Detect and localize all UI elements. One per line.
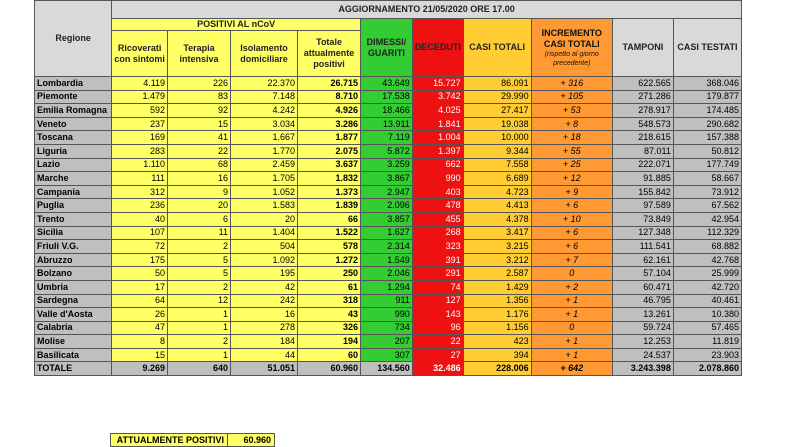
cell-ter: 2	[168, 280, 231, 294]
cell-test: 67.562	[673, 199, 741, 213]
cell-regione: Puglia	[35, 199, 112, 213]
table-body	[35, 77, 742, 376]
cell-ric: 169	[112, 131, 168, 145]
cell-dim: 911	[361, 294, 413, 308]
cell-iso: 42	[231, 280, 298, 294]
cell-iso: 2.459	[231, 158, 298, 172]
cell-dec: 323	[412, 240, 463, 254]
cell-ter: 5	[168, 253, 231, 267]
header-deceduti: DECEDUTI	[412, 19, 463, 77]
cell-iso: 22.370	[231, 77, 298, 91]
header-totale-positivi: Totale attualmente positivi	[298, 31, 361, 77]
cell-ric: 8	[112, 335, 168, 349]
table-row	[35, 226, 742, 240]
table-row	[35, 172, 742, 186]
table-row	[35, 308, 742, 322]
cell-inc: + 7	[531, 253, 612, 267]
cell-iso: 1.667	[231, 131, 298, 145]
summary-value: 60.960	[228, 434, 275, 447]
table-row	[35, 90, 742, 104]
cell-regione: Calabria	[35, 321, 112, 335]
cell-casi: 3.215	[463, 240, 531, 254]
cell-test: 73.912	[673, 185, 741, 199]
cell-dec: 74	[412, 280, 463, 294]
cell-regione: Sicilia	[35, 226, 112, 240]
cell-dec: 3.742	[412, 90, 463, 104]
cell-test: 11.819	[673, 335, 741, 349]
cell-regione: Marche	[35, 172, 112, 186]
cell-inc: + 316	[531, 77, 612, 91]
cell-ric: 17	[112, 280, 168, 294]
cell-dim: 134.560	[361, 362, 413, 376]
cell-regione: Lombardia	[35, 77, 112, 91]
cell-test: 179.877	[673, 90, 741, 104]
cell-ter: 12	[168, 294, 231, 308]
table-row	[35, 240, 742, 254]
cell-test: 40.461	[673, 294, 741, 308]
cell-test: 10.380	[673, 308, 741, 322]
cell-casi: 1.176	[463, 308, 531, 322]
cell-iso: 504	[231, 240, 298, 254]
cell-tot: 60.960	[298, 362, 361, 376]
cell-regione: Sardegna	[35, 294, 112, 308]
cell-iso: 4.242	[231, 104, 298, 118]
cell-inc: + 1	[531, 348, 612, 362]
cell-casi: 27.417	[463, 104, 531, 118]
cell-ric: 40	[112, 212, 168, 226]
cell-tamp: 57.104	[612, 267, 673, 281]
header-regione: Regione	[35, 1, 112, 77]
cell-tamp: 97.589	[612, 199, 673, 213]
cell-ter: 9	[168, 185, 231, 199]
cell-dim: 2.947	[361, 185, 413, 199]
cell-tot: 1.877	[298, 131, 361, 145]
cell-tamp: 271.286	[612, 90, 673, 104]
cell-test: 58.667	[673, 172, 741, 186]
cell-casi: 3.212	[463, 253, 531, 267]
cell-dim: 734	[361, 321, 413, 335]
header-ricoverati: Ricoverati con sintomi	[112, 31, 168, 77]
table-row	[35, 199, 742, 213]
cell-inc: + 105	[531, 90, 612, 104]
cell-inc: 0	[531, 267, 612, 281]
table-row	[35, 131, 742, 145]
cell-tamp: 222.071	[612, 158, 673, 172]
cell-ric: 283	[112, 144, 168, 158]
cell-casi: 4.413	[463, 199, 531, 213]
cell-dim: 5.872	[361, 144, 413, 158]
cell-tot: 60	[298, 348, 361, 362]
cell-iso: 7.148	[231, 90, 298, 104]
cell-dim: 2.046	[361, 267, 413, 281]
table-row	[35, 77, 742, 91]
cell-tamp: 91.885	[612, 172, 673, 186]
cell-iso: 1.092	[231, 253, 298, 267]
cell-dec: 391	[412, 253, 463, 267]
cell-casi: 2.587	[463, 267, 531, 281]
cell-test: 290.682	[673, 117, 741, 131]
cell-inc: + 9	[531, 185, 612, 199]
cell-dec: 22	[412, 335, 463, 349]
cell-tot: 3.286	[298, 117, 361, 131]
table-row	[35, 335, 742, 349]
summary-label: ATTUALMENTE POSITIVI	[111, 434, 228, 447]
cell-ric: 26	[112, 308, 168, 322]
cell-casi: 1.429	[463, 280, 531, 294]
cell-dec: 455	[412, 212, 463, 226]
cell-dec: 32.486	[412, 362, 463, 376]
cell-dec: 15.727	[412, 77, 463, 91]
cell-casi: 3.417	[463, 226, 531, 240]
cell-tot: 1.373	[298, 185, 361, 199]
cell-regione: Campania	[35, 185, 112, 199]
cell-dec: 1.397	[412, 144, 463, 158]
cell-dec: 1.841	[412, 117, 463, 131]
cell-dec: 990	[412, 172, 463, 186]
table-row	[35, 144, 742, 158]
cell-dim: 307	[361, 348, 413, 362]
cell-ter: 15	[168, 117, 231, 131]
cell-inc: + 18	[531, 131, 612, 145]
table-row	[35, 253, 742, 267]
cell-ric: 72	[112, 240, 168, 254]
cell-ter: 226	[168, 77, 231, 91]
cell-ric: 175	[112, 253, 168, 267]
cell-dec: 4.025	[412, 104, 463, 118]
table-row	[35, 117, 742, 131]
cell-casi: 7.558	[463, 158, 531, 172]
cell-tamp: 62.161	[612, 253, 673, 267]
table-row	[35, 185, 742, 199]
cell-test: 57.465	[673, 321, 741, 335]
report-title: AGGIORNAMENTO 21/05/2020 ORE 17.00	[112, 1, 742, 19]
cell-inc: + 1	[531, 335, 612, 349]
cell-ter: 68	[168, 158, 231, 172]
cell-tamp: 13.261	[612, 308, 673, 322]
cell-test: 23.903	[673, 348, 741, 362]
cell-iso: 44	[231, 348, 298, 362]
cell-ric: 107	[112, 226, 168, 240]
cell-ter: 5	[168, 267, 231, 281]
cell-iso: 1.404	[231, 226, 298, 240]
cell-regione: Veneto	[35, 117, 112, 131]
regional-data-table	[34, 0, 742, 376]
cell-casi: 228.006	[463, 362, 531, 376]
cell-tamp: 127.348	[612, 226, 673, 240]
cell-ric: 111	[112, 172, 168, 186]
cell-ter: 1	[168, 321, 231, 335]
cell-dim: 1.294	[361, 280, 413, 294]
cell-ric: 312	[112, 185, 168, 199]
cell-iso: 1.705	[231, 172, 298, 186]
cell-ric: 50	[112, 267, 168, 281]
cell-tot: 4.926	[298, 104, 361, 118]
cell-casi: 19.038	[463, 117, 531, 131]
cell-casi: 423	[463, 335, 531, 349]
cell-tamp: 3.243.398	[612, 362, 673, 376]
cell-inc: + 642	[531, 362, 612, 376]
cell-tot: 578	[298, 240, 361, 254]
header-casi-testati: CASI TESTATI	[673, 19, 741, 77]
header-isolamento: Isolamento domiciliare	[231, 31, 298, 77]
cell-ric: 4.119	[112, 77, 168, 91]
cell-tamp: 73.849	[612, 212, 673, 226]
cell-regione: Bolzano	[35, 267, 112, 281]
cell-tamp: 46.795	[612, 294, 673, 308]
cell-dim: 43.649	[361, 77, 413, 91]
cell-inc: + 8	[531, 117, 612, 131]
cell-ric: 64	[112, 294, 168, 308]
cell-regione: Emilia Romagna	[35, 104, 112, 118]
cell-test: 2.078.860	[673, 362, 741, 376]
cell-casi: 86.091	[463, 77, 531, 91]
cell-tot: 3.637	[298, 158, 361, 172]
cell-tot: 43	[298, 308, 361, 322]
cell-iso: 1.583	[231, 199, 298, 213]
cell-dec: 403	[412, 185, 463, 199]
cell-ter: 16	[168, 172, 231, 186]
cell-ter: 6	[168, 212, 231, 226]
cell-inc: + 55	[531, 144, 612, 158]
cell-test: 50.812	[673, 144, 741, 158]
cell-ric: 237	[112, 117, 168, 131]
header-dimessi: DIMESSI/ GUARITI	[361, 19, 413, 77]
cell-ter: 11	[168, 226, 231, 240]
cell-test: 42.720	[673, 280, 741, 294]
cell-tamp: 278.917	[612, 104, 673, 118]
cell-inc: + 10	[531, 212, 612, 226]
cell-test: 112.329	[673, 226, 741, 240]
cell-iso: 195	[231, 267, 298, 281]
cell-ric: 9.269	[112, 362, 168, 376]
cell-inc: + 2	[531, 280, 612, 294]
cell-iso: 278	[231, 321, 298, 335]
header-casi-totali: CASI TOTALI	[463, 19, 531, 77]
cell-ter: 1	[168, 308, 231, 322]
cell-tamp: 24.537	[612, 348, 673, 362]
cell-test: 25.999	[673, 267, 741, 281]
cell-tot: 8.710	[298, 90, 361, 104]
header-positivi-group: POSITIVI AL nCoV	[112, 19, 361, 31]
cell-iso: 20	[231, 212, 298, 226]
cell-tamp: 218.615	[612, 131, 673, 145]
cell-dec: 662	[412, 158, 463, 172]
cell-tot: 318	[298, 294, 361, 308]
cell-dec: 478	[412, 199, 463, 213]
cell-tot: 194	[298, 335, 361, 349]
cell-ter: 2	[168, 335, 231, 349]
cell-tamp: 87.011	[612, 144, 673, 158]
cell-inc: + 1	[531, 308, 612, 322]
cell-test: 42.768	[673, 253, 741, 267]
cell-dim: 3.259	[361, 158, 413, 172]
table-row	[35, 158, 742, 172]
cell-iso: 51.051	[231, 362, 298, 376]
cell-ter: 83	[168, 90, 231, 104]
cell-dec: 96	[412, 321, 463, 335]
table-row	[35, 348, 742, 362]
cell-ric: 1.479	[112, 90, 168, 104]
cell-ter: 2	[168, 240, 231, 254]
cell-dim: 17.538	[361, 90, 413, 104]
cell-tot: 61	[298, 280, 361, 294]
cell-tot: 26.715	[298, 77, 361, 91]
cell-tamp: 622.565	[612, 77, 673, 91]
cell-regione: Toscana	[35, 131, 112, 145]
cell-regione: Umbria	[35, 280, 112, 294]
cell-dim: 18.466	[361, 104, 413, 118]
cell-casi: 1.356	[463, 294, 531, 308]
cell-tamp: 548.573	[612, 117, 673, 131]
cell-ter: 20	[168, 199, 231, 213]
table-row	[35, 212, 742, 226]
cell-iso: 16	[231, 308, 298, 322]
cell-inc: + 12	[531, 172, 612, 186]
cell-ric: 15	[112, 348, 168, 362]
cell-casi: 10.000	[463, 131, 531, 145]
cell-regione: Trento	[35, 212, 112, 226]
cell-dec: 291	[412, 267, 463, 281]
cell-dim: 2.314	[361, 240, 413, 254]
cell-inc: + 6	[531, 199, 612, 213]
table-row	[35, 280, 742, 294]
cell-regione: Basilicata	[35, 348, 112, 362]
cell-tot: 326	[298, 321, 361, 335]
cell-tot: 1.839	[298, 199, 361, 213]
cell-tot: 250	[298, 267, 361, 281]
cell-ter: 92	[168, 104, 231, 118]
cell-ric: 592	[112, 104, 168, 118]
cell-dec: 143	[412, 308, 463, 322]
total-row	[35, 362, 742, 376]
cell-ter: 22	[168, 144, 231, 158]
cell-tamp: 155.842	[612, 185, 673, 199]
cell-tot: 1.272	[298, 253, 361, 267]
cell-regione: Lazio	[35, 158, 112, 172]
cell-test: 42.954	[673, 212, 741, 226]
cell-tamp: 12.253	[612, 335, 673, 349]
header-incremento-note: (rispetto al giorno precedente)	[544, 50, 599, 67]
header-tamponi: TAMPONI	[612, 19, 673, 77]
cell-tot: 1.832	[298, 172, 361, 186]
cell-ter: 41	[168, 131, 231, 145]
cell-dim: 3.857	[361, 212, 413, 226]
cell-dim: 207	[361, 335, 413, 349]
cell-dim: 1.549	[361, 253, 413, 267]
cell-casi: 1.156	[463, 321, 531, 335]
cell-tot: 1.522	[298, 226, 361, 240]
cell-dec: 268	[412, 226, 463, 240]
header-terapia: Terapia intensiva	[168, 31, 231, 77]
cell-dec: 27	[412, 348, 463, 362]
cell-inc: + 1	[531, 294, 612, 308]
cell-tamp: 59.724	[612, 321, 673, 335]
cell-casi: 4.723	[463, 185, 531, 199]
cell-regione: Piemonte	[35, 90, 112, 104]
cell-regione: TOTALE	[35, 362, 112, 376]
cell-inc: + 25	[531, 158, 612, 172]
cell-casi: 4.378	[463, 212, 531, 226]
table-row	[35, 294, 742, 308]
cell-dim: 7.119	[361, 131, 413, 145]
cell-tamp: 111.541	[612, 240, 673, 254]
cell-test: 68.882	[673, 240, 741, 254]
cell-ric: 1.110	[112, 158, 168, 172]
cell-dim: 990	[361, 308, 413, 322]
cell-casi: 29.990	[463, 90, 531, 104]
cell-inc: + 6	[531, 226, 612, 240]
cell-dim: 1.627	[361, 226, 413, 240]
cell-dim: 2.096	[361, 199, 413, 213]
cell-test: 157.388	[673, 131, 741, 145]
cell-tamp: 60.471	[612, 280, 673, 294]
cell-dec: 1.004	[412, 131, 463, 145]
cell-iso: 184	[231, 335, 298, 349]
cell-tot: 2.075	[298, 144, 361, 158]
cell-casi: 6.689	[463, 172, 531, 186]
cell-test: 368.046	[673, 77, 741, 91]
header-incremento-label: INCREMENTO CASI TOTALI	[541, 27, 602, 49]
cell-inc: + 53	[531, 104, 612, 118]
table-row	[35, 104, 742, 118]
cell-iso: 1.052	[231, 185, 298, 199]
cell-regione: Valle d'Aosta	[35, 308, 112, 322]
cell-ric: 47	[112, 321, 168, 335]
table-row	[35, 267, 742, 281]
cell-inc: 0	[531, 321, 612, 335]
cell-dim: 13.911	[361, 117, 413, 131]
cell-ric: 236	[112, 199, 168, 213]
cell-iso: 242	[231, 294, 298, 308]
table-row	[35, 321, 742, 335]
cell-casi: 394	[463, 348, 531, 362]
header-incremento	[531, 19, 612, 77]
cell-iso: 1.770	[231, 144, 298, 158]
cell-dec: 127	[412, 294, 463, 308]
cell-tot: 66	[298, 212, 361, 226]
cell-test: 174.485	[673, 104, 741, 118]
cell-regione: Liguria	[35, 144, 112, 158]
cell-iso: 3.034	[231, 117, 298, 131]
cell-dim: 3.867	[361, 172, 413, 186]
cell-ter: 1	[168, 348, 231, 362]
cell-regione: Abruzzo	[35, 253, 112, 267]
cell-casi: 9.344	[463, 144, 531, 158]
cell-regione: Molise	[35, 335, 112, 349]
cell-inc: + 6	[531, 240, 612, 254]
cell-test: 177.749	[673, 158, 741, 172]
cell-ter: 640	[168, 362, 231, 376]
cell-regione: Friuli V.G.	[35, 240, 112, 254]
